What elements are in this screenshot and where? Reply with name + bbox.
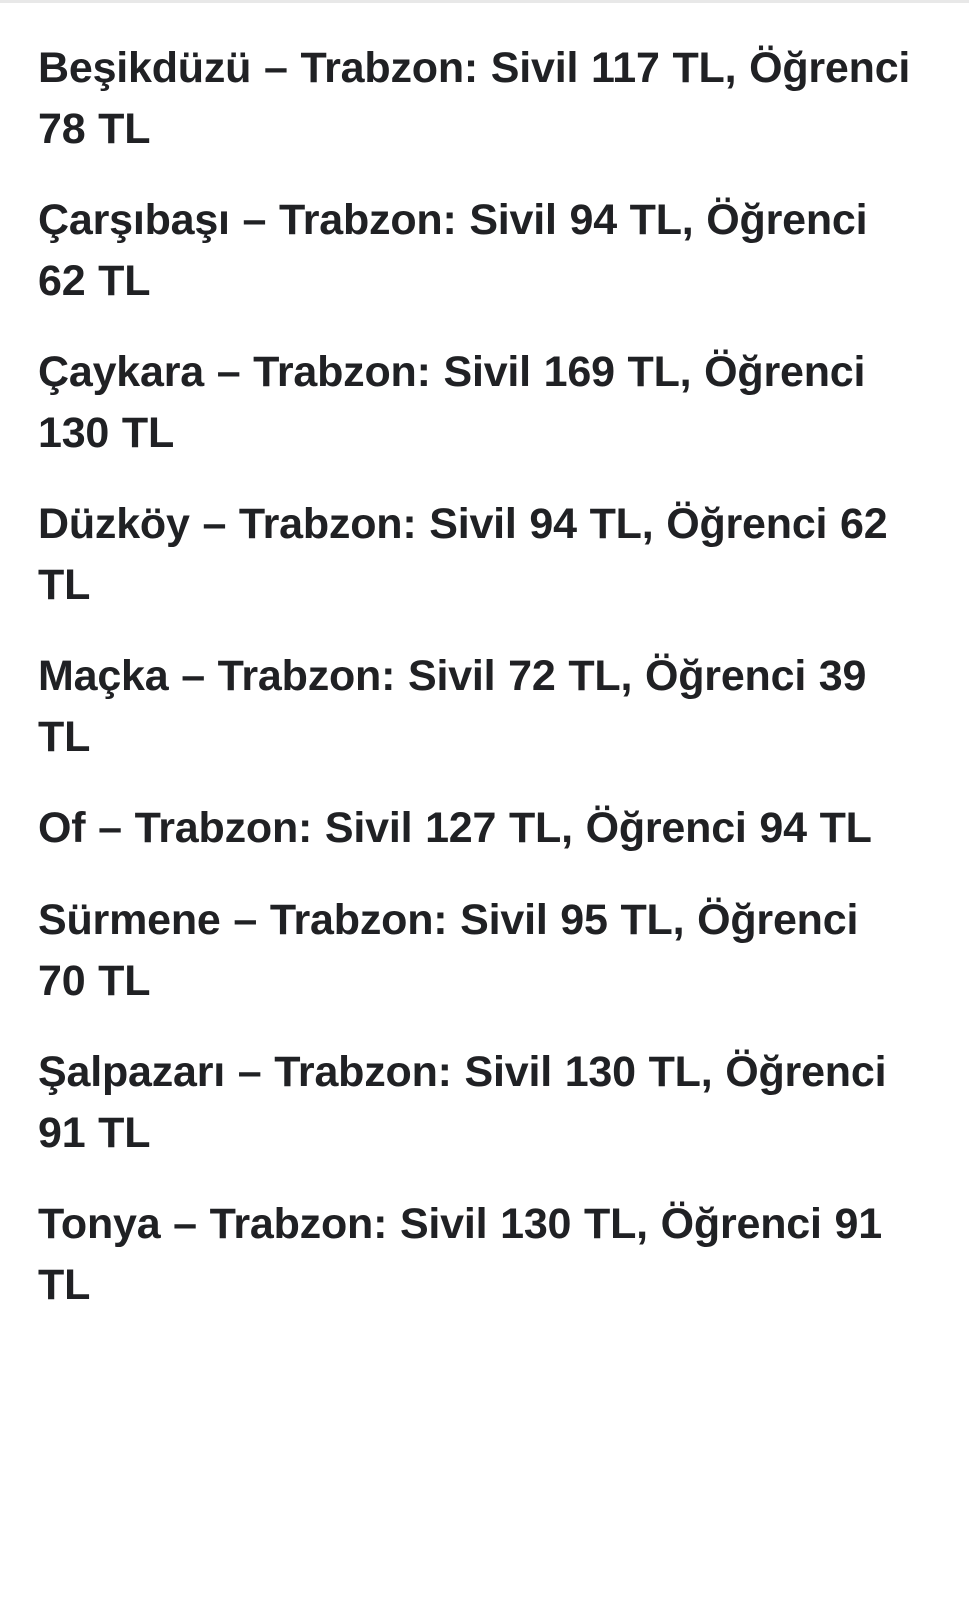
list-item: Çarşıbaşı – Trabzon: Sivil 94 TL, Öğrenci 62 TL xyxy=(38,196,868,306)
top-divider xyxy=(0,0,969,3)
list-item: Düzköy – Trabzon: Sivil 94 TL, Öğrenci 62 TL xyxy=(38,500,888,610)
list-item: Çaykara – Trabzon: Sivil 169 TL, Öğrenci 130 TL xyxy=(38,348,866,458)
list-item: Şalpazarı – Trabzon: Sivil 130 TL, Öğrenci 91 TL xyxy=(38,1047,887,1157)
list-item: Tonya – Trabzon: Sivil 130 TL, Öğrenci 91 TL xyxy=(38,1199,882,1309)
list-item: Beşikdüzü – Trabzon: Sivil 117 TL, Öğrenci 78 TL xyxy=(38,44,911,154)
list-item: Maçka – Trabzon: Sivil 72 TL, Öğrenci 39 TL xyxy=(38,652,867,762)
list-item: Of – Trabzon: Sivil 127 TL, Öğrenci 94 TL xyxy=(38,804,872,853)
list-item: Sürmene – Trabzon: Sivil 95 TL, Öğrenci 70 TL xyxy=(38,895,859,1005)
